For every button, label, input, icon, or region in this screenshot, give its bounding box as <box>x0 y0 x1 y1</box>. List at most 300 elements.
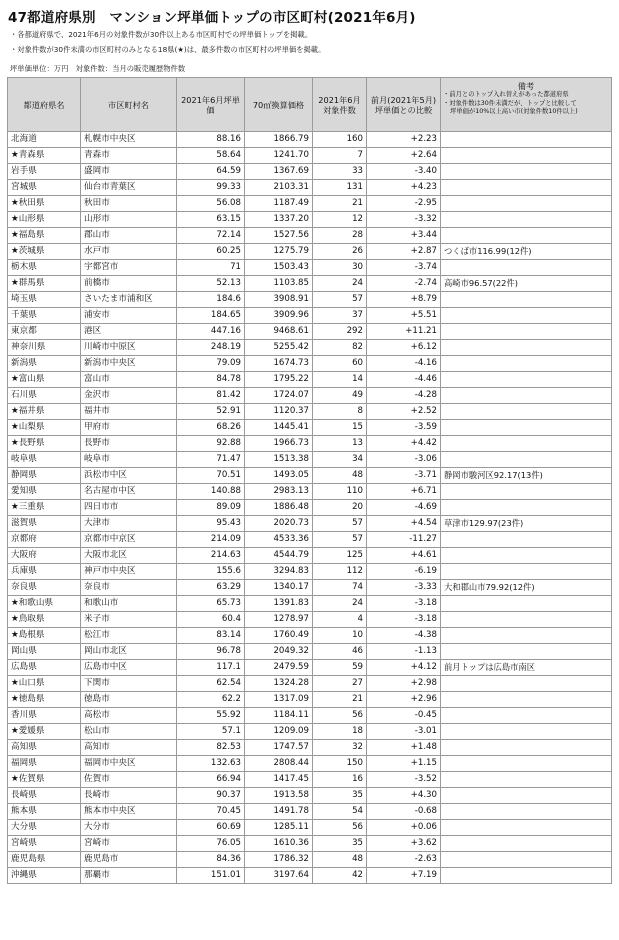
cell-city: 和歌山市 <box>81 596 177 612</box>
cell-city: 新潟市中央区 <box>81 356 177 372</box>
cell-diff: -2.63 <box>367 852 441 868</box>
cell-pref: 奈良県 <box>8 580 81 596</box>
table-row <box>8 532 612 548</box>
table-row <box>8 340 612 356</box>
cell-city: 大津市 <box>81 516 177 532</box>
cell-diff: -3.74 <box>367 260 441 276</box>
table-row <box>8 228 612 244</box>
cell-city: 水戸市 <box>81 244 177 260</box>
cell-diff: -4.69 <box>367 500 441 516</box>
cell-count: 131 <box>313 180 367 196</box>
cell-price: 214.09 <box>177 532 245 548</box>
cell-pref: 長崎県 <box>8 788 81 804</box>
cell-price70: 1367.69 <box>245 164 313 180</box>
cell-diff: -4.46 <box>367 372 441 388</box>
cell-diff: -3.40 <box>367 164 441 180</box>
cell-count: 57 <box>313 516 367 532</box>
cell-note <box>441 388 612 404</box>
cell-city: 甲府市 <box>81 420 177 436</box>
cell-city: 金沢市 <box>81 388 177 404</box>
table-row <box>8 804 612 820</box>
cell-price: 76.05 <box>177 836 245 852</box>
table-row <box>8 660 612 676</box>
cell-diff: +4.54 <box>367 516 441 532</box>
header-pref: 都道府県名 <box>8 78 81 132</box>
cell-price: 62.2 <box>177 692 245 708</box>
cell-price70: 1886.48 <box>245 500 313 516</box>
cell-diff: +6.71 <box>367 484 441 500</box>
table-row <box>8 708 612 724</box>
cell-city: 青森市 <box>81 148 177 164</box>
cell-price70: 3908.91 <box>245 292 313 308</box>
table-row <box>8 788 612 804</box>
cell-diff: +1.15 <box>367 756 441 772</box>
cell-price70: 1527.56 <box>245 228 313 244</box>
cell-price: 214.63 <box>177 548 245 564</box>
cell-price70: 1275.79 <box>245 244 313 260</box>
cell-note <box>441 740 612 756</box>
cell-note <box>441 868 612 884</box>
cell-note <box>441 148 612 164</box>
cell-note <box>441 436 612 452</box>
cell-note <box>441 420 612 436</box>
cell-count: 16 <box>313 772 367 788</box>
cell-price70: 3294.83 <box>245 564 313 580</box>
cell-price70: 1209.09 <box>245 724 313 740</box>
cell-price: 96.78 <box>177 644 245 660</box>
cell-city: 佐賀市 <box>81 772 177 788</box>
cell-pref: ★茨城県 <box>8 244 81 260</box>
cell-price: 99.33 <box>177 180 245 196</box>
cell-count: 8 <box>313 404 367 420</box>
cell-price70: 1760.49 <box>245 628 313 644</box>
cell-count: 110 <box>313 484 367 500</box>
cell-diff: +3.44 <box>367 228 441 244</box>
cell-note <box>441 132 612 148</box>
cell-pref: 栃木県 <box>8 260 81 276</box>
cell-pref: 岩手県 <box>8 164 81 180</box>
cell-price: 70.51 <box>177 468 245 484</box>
cell-price70: 1966.73 <box>245 436 313 452</box>
cell-pref: 石川県 <box>8 388 81 404</box>
cell-pref: 宮崎県 <box>8 836 81 852</box>
cell-price: 155.6 <box>177 564 245 580</box>
cell-diff: -4.38 <box>367 628 441 644</box>
cell-price70: 1184.11 <box>245 708 313 724</box>
cell-city: 高松市 <box>81 708 177 724</box>
note-line: ・対象件数が30件未満の市区町村のみとなる18県(★)は、最多件数の市区町村の坪単価を掲載。 <box>10 45 326 54</box>
cell-count: 57 <box>313 292 367 308</box>
cell-diff: +2.23 <box>367 132 441 148</box>
cell-diff: +6.12 <box>367 340 441 356</box>
cell-count: 37 <box>313 308 367 324</box>
header-remarks <box>441 78 612 132</box>
table-header-row <box>8 78 612 132</box>
cell-city: 福井市 <box>81 404 177 420</box>
price-table <box>7 77 612 884</box>
cell-city: 下関市 <box>81 676 177 692</box>
cell-price70: 4533.36 <box>245 532 313 548</box>
cell-count: 46 <box>313 644 367 660</box>
cell-count: 15 <box>313 420 367 436</box>
cell-price70: 1913.58 <box>245 788 313 804</box>
cell-price70: 1491.78 <box>245 804 313 820</box>
cell-price70: 2808.44 <box>245 756 313 772</box>
header-count: 2021年6月対象件数 <box>313 78 367 132</box>
cell-count: 18 <box>313 724 367 740</box>
cell-pref: 愛知県 <box>8 484 81 500</box>
table-row <box>8 356 612 372</box>
cell-city: 鹿児島市 <box>81 852 177 868</box>
cell-diff: -0.45 <box>367 708 441 724</box>
cell-count: 20 <box>313 500 367 516</box>
cell-price70: 1445.41 <box>245 420 313 436</box>
cell-pref: 熊本県 <box>8 804 81 820</box>
table-row <box>8 516 612 532</box>
table-row <box>8 212 612 228</box>
cell-count: 21 <box>313 692 367 708</box>
cell-count: 292 <box>313 324 367 340</box>
cell-city: さいたま市浦和区 <box>81 292 177 308</box>
cell-count: 54 <box>313 804 367 820</box>
table-row <box>8 548 612 564</box>
cell-pref: ★山形県 <box>8 212 81 228</box>
cell-pref: 千葉県 <box>8 308 81 324</box>
cell-price: 117.1 <box>177 660 245 676</box>
cell-pref: 兵庫県 <box>8 564 81 580</box>
cell-price: 184.65 <box>177 308 245 324</box>
cell-count: 56 <box>313 820 367 836</box>
cell-price70: 1285.11 <box>245 820 313 836</box>
cell-city: 港区 <box>81 324 177 340</box>
cell-city: 大阪市北区 <box>81 548 177 564</box>
cell-price: 68.26 <box>177 420 245 436</box>
cell-price: 55.92 <box>177 708 245 724</box>
table-row <box>8 484 612 500</box>
table-row <box>8 292 612 308</box>
table-row <box>8 164 612 180</box>
cell-pref: 鹿児島県 <box>8 852 81 868</box>
cell-diff: -6.19 <box>367 564 441 580</box>
cell-note <box>441 164 612 180</box>
cell-diff: -3.52 <box>367 772 441 788</box>
cell-pref: 宮城県 <box>8 180 81 196</box>
cell-pref: 岐阜県 <box>8 452 81 468</box>
cell-city: 浜松市中区 <box>81 468 177 484</box>
cell-diff: +7.19 <box>367 868 441 884</box>
cell-price: 66.94 <box>177 772 245 788</box>
cell-price: 140.88 <box>177 484 245 500</box>
cell-pref: 高知県 <box>8 740 81 756</box>
cell-count: 60 <box>313 356 367 372</box>
table-body <box>8 132 612 884</box>
cell-price: 72.14 <box>177 228 245 244</box>
cell-diff: +5.51 <box>367 308 441 324</box>
cell-note <box>441 628 612 644</box>
cell-city: 前橋市 <box>81 276 177 292</box>
table-row <box>8 436 612 452</box>
cell-price: 447.16 <box>177 324 245 340</box>
cell-pref: ★群馬県 <box>8 276 81 292</box>
cell-price: 70.45 <box>177 804 245 820</box>
cell-count: 24 <box>313 276 367 292</box>
cell-note <box>441 260 612 276</box>
cell-diff: -3.18 <box>367 596 441 612</box>
cell-price: 95.43 <box>177 516 245 532</box>
cell-diff: +4.61 <box>367 548 441 564</box>
table-row <box>8 500 612 516</box>
cell-count: 7 <box>313 148 367 164</box>
cell-city: 熊本市中央区 <box>81 804 177 820</box>
cell-price70: 5255.42 <box>245 340 313 356</box>
cell-pref: ★長野県 <box>8 436 81 452</box>
cell-count: 14 <box>313 372 367 388</box>
cell-diff: -3.01 <box>367 724 441 740</box>
cell-note <box>441 452 612 468</box>
cell-pref: 福岡県 <box>8 756 81 772</box>
remarks-line: 坪単価が10%以上高い市(対象件数10件以上) <box>450 108 578 115</box>
cell-count: 24 <box>313 596 367 612</box>
cell-note <box>441 372 612 388</box>
cell-note <box>441 612 612 628</box>
cell-price: 84.36 <box>177 852 245 868</box>
cell-count: 82 <box>313 340 367 356</box>
cell-price70: 1513.38 <box>245 452 313 468</box>
cell-diff: +4.42 <box>367 436 441 452</box>
cell-diff: +2.87 <box>367 244 441 260</box>
cell-price70: 1241.70 <box>245 148 313 164</box>
cell-count: 56 <box>313 708 367 724</box>
unit-note: 坪単価単位：万円 対象件数：当月の販売履歴物件数 <box>10 64 186 73</box>
cell-price70: 2479.59 <box>245 660 313 676</box>
cell-note <box>441 404 612 420</box>
cell-price70: 1120.37 <box>245 404 313 420</box>
cell-price: 92.88 <box>177 436 245 452</box>
cell-diff: -3.33 <box>367 580 441 596</box>
cell-city: 那覇市 <box>81 868 177 884</box>
cell-city: 岐阜市 <box>81 452 177 468</box>
cell-price70: 1786.32 <box>245 852 313 868</box>
cell-price: 63.15 <box>177 212 245 228</box>
cell-pref: 東京都 <box>8 324 81 340</box>
cell-price: 56.08 <box>177 196 245 212</box>
cell-note <box>441 228 612 244</box>
table-row <box>8 180 612 196</box>
cell-note <box>441 820 612 836</box>
cell-diff: -11.27 <box>367 532 441 548</box>
cell-count: 35 <box>313 836 367 852</box>
cell-count: 27 <box>313 676 367 692</box>
table-row <box>8 772 612 788</box>
cell-count: 59 <box>313 660 367 676</box>
cell-diff: +4.12 <box>367 660 441 676</box>
cell-city: 名古屋市中区 <box>81 484 177 500</box>
table-row <box>8 868 612 884</box>
cell-diff: +4.30 <box>367 788 441 804</box>
cell-note <box>441 212 612 228</box>
cell-price70: 1337.20 <box>245 212 313 228</box>
cell-diff: +4.23 <box>367 180 441 196</box>
cell-price: 71 <box>177 260 245 276</box>
cell-city: 京都市中京区 <box>81 532 177 548</box>
cell-diff: -2.74 <box>367 276 441 292</box>
table-row <box>8 740 612 756</box>
cell-price: 79.09 <box>177 356 245 372</box>
cell-pref: 沖縄県 <box>8 868 81 884</box>
cell-count: 48 <box>313 468 367 484</box>
remarks-line: ・対象件数は30件未満だが、トップと比較して <box>443 99 577 107</box>
cell-note: 大和郡山市79.92(12件) <box>441 580 612 596</box>
remarks-title: 備考 <box>517 81 535 91</box>
cell-note <box>441 644 612 660</box>
cell-price70: 1747.57 <box>245 740 313 756</box>
cell-price70: 4544.79 <box>245 548 313 564</box>
cell-city: 宇都宮市 <box>81 260 177 276</box>
cell-price: 184.6 <box>177 292 245 308</box>
cell-city: 松江市 <box>81 628 177 644</box>
cell-count: 125 <box>313 548 367 564</box>
cell-city: 宮崎市 <box>81 836 177 852</box>
cell-price70: 1187.49 <box>245 196 313 212</box>
cell-note <box>441 836 612 852</box>
cell-pref: ★福島県 <box>8 228 81 244</box>
cell-note <box>441 772 612 788</box>
cell-price70: 1103.85 <box>245 276 313 292</box>
cell-diff: -1.13 <box>367 644 441 660</box>
cell-pref: ★和歌山県 <box>8 596 81 612</box>
cell-price70: 1503.43 <box>245 260 313 276</box>
table-row <box>8 676 612 692</box>
cell-count: 26 <box>313 244 367 260</box>
cell-note <box>441 356 612 372</box>
cell-city: 神戸市中央区 <box>81 564 177 580</box>
table-row <box>8 308 612 324</box>
cell-price: 60.4 <box>177 612 245 628</box>
cell-count: 74 <box>313 580 367 596</box>
cell-note <box>441 308 612 324</box>
table-row <box>8 452 612 468</box>
cell-city: 四日市市 <box>81 500 177 516</box>
cell-price: 82.53 <box>177 740 245 756</box>
cell-note <box>441 292 612 308</box>
cell-price: 81.42 <box>177 388 245 404</box>
cell-diff: +2.98 <box>367 676 441 692</box>
cell-note: 高崎市96.57(22件) <box>441 276 612 292</box>
cell-price70: 1493.05 <box>245 468 313 484</box>
cell-note <box>441 788 612 804</box>
cell-pref: 岡山県 <box>8 644 81 660</box>
table-row <box>8 244 612 260</box>
cell-city: 広島市中区 <box>81 660 177 676</box>
cell-pref: ★山口県 <box>8 676 81 692</box>
cell-count: 57 <box>313 532 367 548</box>
cell-pref: 神奈川県 <box>8 340 81 356</box>
cell-note <box>441 564 612 580</box>
cell-diff: -4.28 <box>367 388 441 404</box>
cell-city: 徳島市 <box>81 692 177 708</box>
cell-price: 88.16 <box>177 132 245 148</box>
cell-pref: 京都府 <box>8 532 81 548</box>
cell-price70: 1417.45 <box>245 772 313 788</box>
cell-pref: ★秋田県 <box>8 196 81 212</box>
table-row <box>8 692 612 708</box>
cell-diff: -4.16 <box>367 356 441 372</box>
cell-city: 郡山市 <box>81 228 177 244</box>
table-row <box>8 388 612 404</box>
cell-diff: +1.48 <box>367 740 441 756</box>
cell-price: 83.14 <box>177 628 245 644</box>
table-row <box>8 596 612 612</box>
cell-city: 長野市 <box>81 436 177 452</box>
cell-count: 13 <box>313 436 367 452</box>
cell-pref: 大分県 <box>8 820 81 836</box>
cell-diff: -0.68 <box>367 804 441 820</box>
cell-price: 71.47 <box>177 452 245 468</box>
header-price: 2021年6月坪単価 <box>177 78 245 132</box>
table-row <box>8 468 612 484</box>
cell-pref: ★佐賀県 <box>8 772 81 788</box>
cell-price: 64.59 <box>177 164 245 180</box>
cell-price70: 1340.17 <box>245 580 313 596</box>
cell-price70: 1317.09 <box>245 692 313 708</box>
cell-city: 福岡市中央区 <box>81 756 177 772</box>
table-row <box>8 644 612 660</box>
cell-note <box>441 484 612 500</box>
remarks-line: ・前月とのトップ入れ替えがあった都道府県 <box>443 91 569 98</box>
cell-note <box>441 596 612 612</box>
table-row <box>8 580 612 596</box>
table-row <box>8 836 612 852</box>
table-row <box>8 756 612 772</box>
cell-price70: 1674.73 <box>245 356 313 372</box>
cell-count: 21 <box>313 196 367 212</box>
cell-price70: 2103.31 <box>245 180 313 196</box>
cell-note <box>441 532 612 548</box>
cell-price70: 1391.83 <box>245 596 313 612</box>
cell-pref: 静岡県 <box>8 468 81 484</box>
cell-note: 草津市129.97(23件) <box>441 516 612 532</box>
page-title: 47都道府県別 マンション坪単価トップの市区町村(2021年6月) <box>8 10 416 26</box>
cell-price: 84.78 <box>177 372 245 388</box>
cell-pref: 新潟県 <box>8 356 81 372</box>
cell-diff: -3.32 <box>367 212 441 228</box>
cell-price: 62.54 <box>177 676 245 692</box>
cell-price70: 3197.64 <box>245 868 313 884</box>
cell-price70: 1278.97 <box>245 612 313 628</box>
cell-diff: +2.96 <box>367 692 441 708</box>
cell-count: 28 <box>313 228 367 244</box>
cell-diff: -3.71 <box>367 468 441 484</box>
cell-city: 川崎市中原区 <box>81 340 177 356</box>
cell-note <box>441 692 612 708</box>
cell-count: 112 <box>313 564 367 580</box>
table-row <box>8 724 612 740</box>
cell-note <box>441 852 612 868</box>
cell-city: 米子市 <box>81 612 177 628</box>
cell-note <box>441 724 612 740</box>
table-row <box>8 260 612 276</box>
cell-diff: +3.62 <box>367 836 441 852</box>
cell-pref: ★山梨県 <box>8 420 81 436</box>
cell-pref: 香川県 <box>8 708 81 724</box>
cell-price70: 3909.96 <box>245 308 313 324</box>
cell-pref: ★島根県 <box>8 628 81 644</box>
cell-count: 4 <box>313 612 367 628</box>
cell-city: 仙台市青葉区 <box>81 180 177 196</box>
cell-count: 32 <box>313 740 367 756</box>
cell-price70: 1610.36 <box>245 836 313 852</box>
cell-note: つくば市116.99(12件) <box>441 244 612 260</box>
